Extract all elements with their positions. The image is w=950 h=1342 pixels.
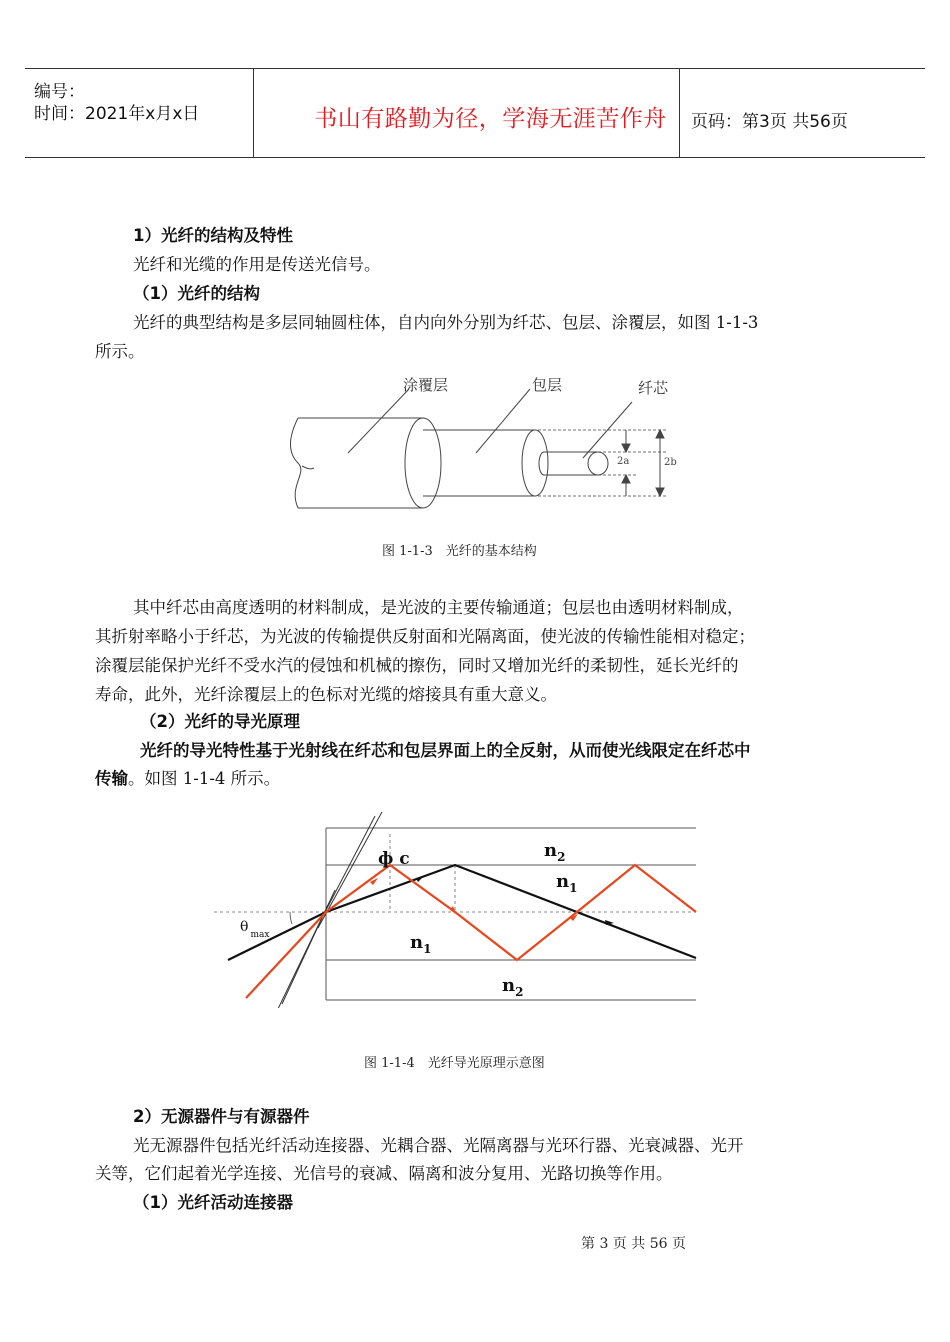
header-time: 时间：2021年x月x日 bbox=[34, 104, 200, 124]
header-meta bbox=[34, 81, 199, 125]
structure-line1: 光纤的典型结构是多层同轴圆柱体，自内向外分别为纤芯、包层、涂覆层，如图 1-1-3 bbox=[133, 313, 759, 332]
section1-intro: 光纤和光缆的作用是传送光信号。 bbox=[133, 255, 381, 274]
header-divider-right bbox=[679, 69, 680, 157]
dim-2a: 2a bbox=[617, 456, 630, 467]
page-header bbox=[25, 68, 925, 158]
dim-2b: 2b bbox=[664, 457, 677, 468]
principle-bold-line1: 光纤的导光特性基于光射线在纤芯和包层界面上的全反射，从而使光线限定在纤芯中 bbox=[140, 741, 751, 760]
label-n2-top: $n_2$ bbox=[544, 840, 566, 864]
header-page-info: 页码：第3页 共56页 bbox=[691, 112, 848, 132]
section2-heading: 2）无源器件与有源器件 bbox=[133, 1107, 310, 1126]
principle-line2 bbox=[95, 765, 280, 793]
figure-1-1-3-caption: 图 1-1-3 光纤的基本结构 bbox=[382, 544, 537, 559]
header-number: 编号： bbox=[34, 82, 85, 102]
section2-line2: 关等，它们起着光学连接、光信号的衰减、隔离和波分复用、光路切换等作用。 bbox=[95, 1164, 673, 1183]
paragraph-line4: 寿命，此外，光纤涂覆层上的色标对光缆的熔接具有重大意义。 bbox=[95, 685, 557, 704]
label-n1-left: $n_1$ bbox=[410, 932, 432, 956]
principle-bold-line2: 传输 bbox=[95, 769, 128, 788]
header-divider-left bbox=[253, 69, 254, 157]
structure-line2: 所示。 bbox=[95, 342, 145, 361]
label-n1-right: $n_1$ bbox=[556, 871, 578, 895]
label-cladding: 包层 bbox=[532, 376, 563, 394]
page-footer: 第 3 页 共 56 页 bbox=[581, 1236, 686, 1252]
paragraph-line3: 涂覆层能保护光纤不受水汽的侵蚀和机械的擦伤，同时又增加光纤的柔韧性，延长光纤的 bbox=[95, 656, 739, 675]
fiber-structure-diagram bbox=[280, 368, 700, 518]
coating-leader bbox=[348, 389, 409, 453]
label-phi-c: ф c bbox=[378, 849, 410, 869]
black-ray bbox=[228, 865, 696, 960]
label-coating: 涂覆层 bbox=[403, 376, 449, 394]
cladding-leader bbox=[476, 389, 530, 453]
coating-break-edge bbox=[291, 418, 301, 508]
label-core: 纤芯 bbox=[638, 379, 669, 397]
figure-1-1-4-caption: 图 1-1-4 光纤导光原理示意图 bbox=[364, 1056, 545, 1071]
subsection-structure-heading: （1）光纤的结构 bbox=[133, 284, 260, 303]
core-end-face bbox=[588, 452, 608, 475]
label-theta-max: θ $_{max}$ bbox=[240, 919, 270, 940]
light-guiding-diagram bbox=[210, 808, 705, 1008]
header-motto: 书山有路勤为径，学海无涯苦作舟 bbox=[314, 106, 667, 132]
label-n2-bottom: $n_2$ bbox=[502, 975, 524, 999]
principle-line2-rest: 。如图 1-1-4 所示。 bbox=[128, 769, 281, 788]
subsection-principle-heading: （2）光纤的导光原理 bbox=[140, 712, 300, 731]
subsection-connector-heading: （1）光纤活动连接器 bbox=[133, 1193, 293, 1212]
paragraph-line1: 其中纤芯由高度透明的材料制成，是光波的主要传输通道；包层也由透明材料制成， bbox=[133, 598, 744, 617]
cladding-end-face bbox=[522, 430, 548, 496]
section1-heading: 1）光纤的结构及特性 bbox=[133, 226, 293, 245]
coating-end-face bbox=[405, 418, 441, 508]
paragraph-line2: 其折射率略小于纤芯，为光波的传输提供反射面和光隔离面，使光波的传输性能相对稳定； bbox=[95, 627, 755, 646]
section2-line1: 光无源器件包括光纤活动连接器、光耦合器、光隔离器与光环行器、光衰减器、光开 bbox=[133, 1136, 744, 1155]
